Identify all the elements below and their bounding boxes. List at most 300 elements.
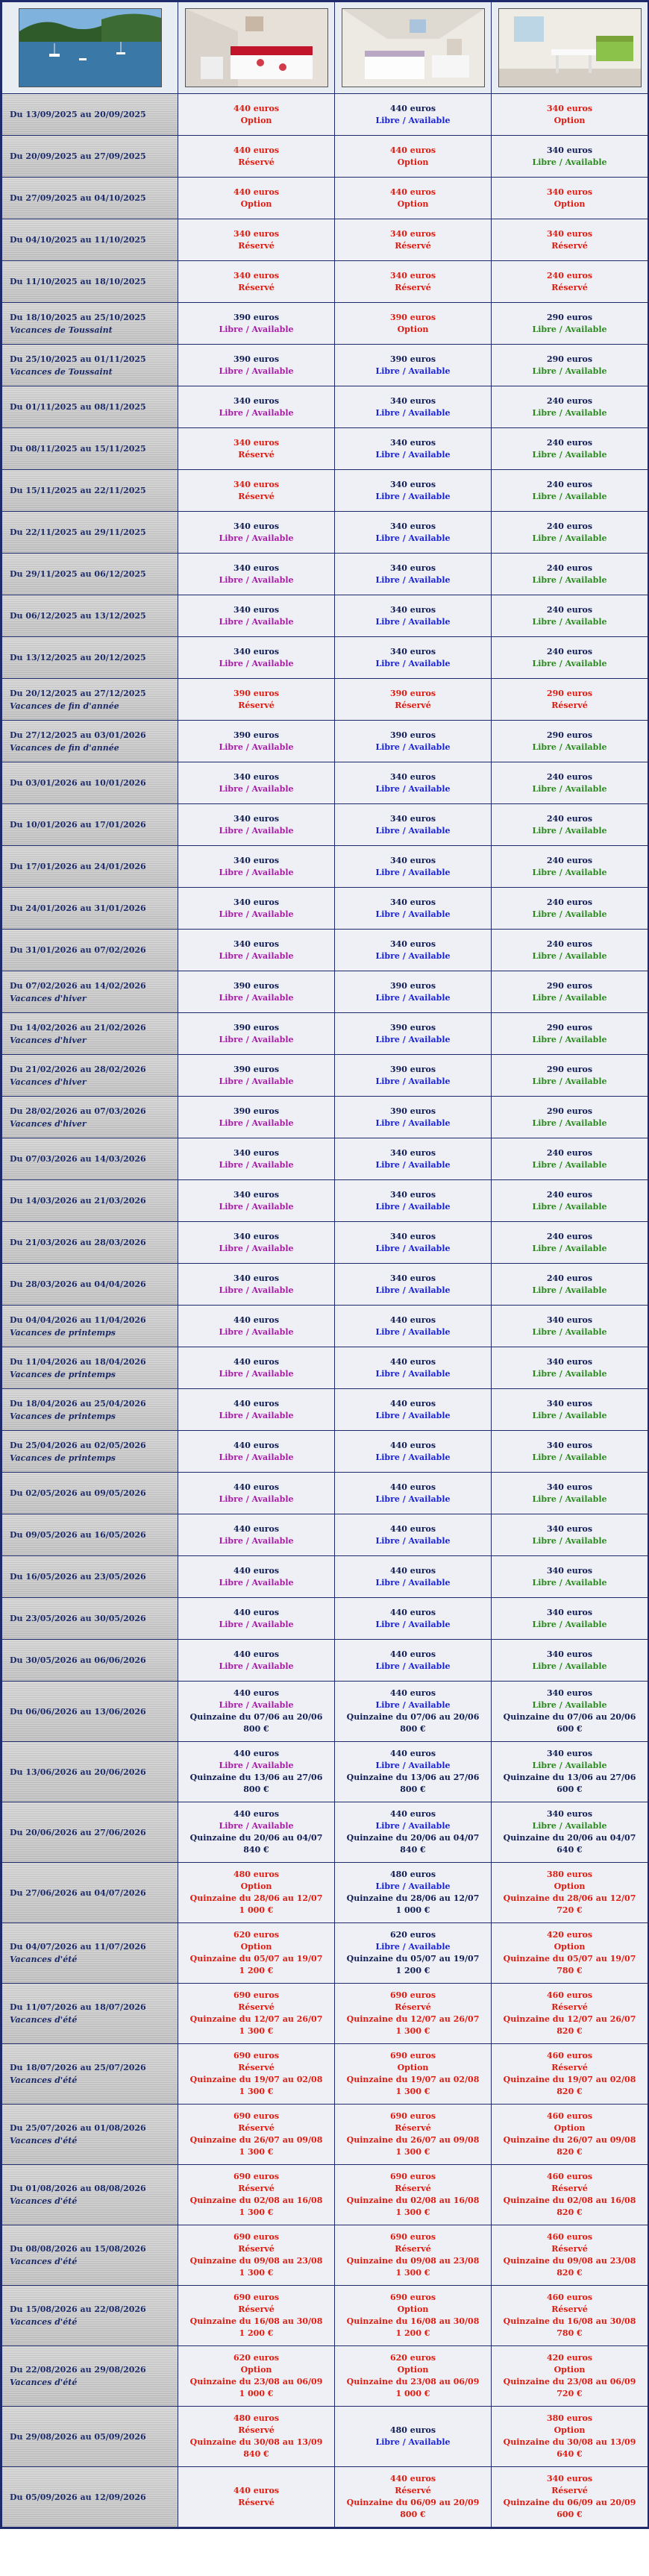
room-2-availability[interactable] xyxy=(335,2105,492,2165)
dining-room-photo[interactable] xyxy=(498,8,642,87)
room-1-availability[interactable] xyxy=(178,178,335,219)
week-row xyxy=(2,1984,648,2044)
availability-status: Libre / Available xyxy=(219,1368,294,1379)
availability-status: Libre / Available xyxy=(532,1326,607,1337)
availability-status: Réservé xyxy=(551,282,588,292)
week-price: 690 euros xyxy=(233,2232,280,2242)
room-3-availability[interactable] xyxy=(492,345,648,386)
room-1-availability[interactable] xyxy=(178,1923,335,1984)
room-3-availability[interactable] xyxy=(492,2407,648,2467)
room-2-availability[interactable] xyxy=(335,2346,492,2407)
room-1-availability[interactable] xyxy=(178,345,335,386)
week-row xyxy=(2,888,648,930)
fortnight-label: Quinzaine du 28/06 au 12/07 xyxy=(503,1893,636,1903)
room-3-availability[interactable] xyxy=(492,1863,648,1923)
room-2-availability[interactable] xyxy=(335,1640,492,1682)
week-price: 480 euros xyxy=(233,2413,280,2423)
room-3-availability[interactable] xyxy=(492,2467,648,2528)
room-2-availability[interactable] xyxy=(335,136,492,178)
week-date-cell xyxy=(2,1742,178,1802)
room-3-availability[interactable] xyxy=(492,762,648,804)
fortnight-price: 780 € xyxy=(556,1966,583,1975)
room-3-availability[interactable] xyxy=(492,721,648,762)
room-2-availability[interactable] xyxy=(335,971,492,1013)
availability-status: Libre / Available xyxy=(375,1201,451,1212)
week-date-cell xyxy=(2,1013,178,1055)
week-price: 440 euros xyxy=(233,1809,280,1819)
week-date-cell xyxy=(2,219,178,261)
room-3-availability[interactable] xyxy=(492,2346,648,2407)
week-price: 390 euros xyxy=(233,980,280,991)
room-1-availability[interactable] xyxy=(178,2225,335,2286)
room-1-availability[interactable] xyxy=(178,2165,335,2225)
fortnight-label: Quinzaine du 12/07 au 26/07 xyxy=(503,2014,636,2024)
availability-status: Libre / Available xyxy=(532,867,607,877)
room-3-availability[interactable] xyxy=(492,1802,648,1863)
week-range: Du 08/11/2025 au 15/11/2025 xyxy=(10,444,146,454)
room-1-availability[interactable] xyxy=(178,1306,335,1347)
fortnight-price: 800 € xyxy=(400,1784,426,1794)
holiday-period: Vacances de printemps xyxy=(10,1452,116,1463)
room-2-availability[interactable] xyxy=(335,846,492,888)
fortnight-price: 1 300 € xyxy=(395,2207,430,2217)
room-2-availability[interactable] xyxy=(335,178,492,219)
fortnight-price: 720 € xyxy=(556,2389,583,2398)
room-2-availability[interactable] xyxy=(335,1347,492,1389)
room-3-availability[interactable] xyxy=(492,219,648,261)
room-2-availability[interactable] xyxy=(335,595,492,637)
week-price: 340 euros xyxy=(233,1189,280,1200)
room-3-availability[interactable] xyxy=(492,136,648,178)
room-3-availability[interactable] xyxy=(492,2044,648,2105)
availability-status: Libre / Available xyxy=(375,1034,451,1044)
room-3-availability[interactable] xyxy=(492,1138,648,1180)
week-price: 240 euros xyxy=(546,521,593,531)
fortnight-label: Quinzaine du 07/06 au 20/06 xyxy=(503,1712,636,1722)
room-2-availability[interactable] xyxy=(335,1682,492,1742)
availability-status: Réservé xyxy=(395,2486,431,2495)
availability-status: Réservé xyxy=(238,449,275,460)
week-price: 340 euros xyxy=(389,938,436,949)
room-1-availability[interactable] xyxy=(178,930,335,971)
week-price: 340 euros xyxy=(389,437,436,448)
room-2-availability[interactable] xyxy=(335,1802,492,1863)
room-3-availability[interactable] xyxy=(492,470,648,512)
room-1-availability[interactable] xyxy=(178,261,335,303)
week-date-cell xyxy=(2,2105,178,2165)
availability-status: Réservé xyxy=(238,2063,275,2072)
week-price: 340 euros xyxy=(389,646,436,656)
week-price: 440 euros xyxy=(233,1565,280,1576)
week-price: 440 euros xyxy=(389,1356,436,1367)
room-1-availability[interactable] xyxy=(178,1802,335,1863)
room-2-availability[interactable] xyxy=(335,804,492,846)
room-3-availability[interactable] xyxy=(492,1097,648,1138)
room-2-availability[interactable] xyxy=(335,2225,492,2286)
room-2-availability[interactable] xyxy=(335,1742,492,1802)
week-range: Du 17/01/2026 au 24/01/2026 xyxy=(10,862,146,871)
week-range: Du 27/12/2025 au 03/01/2026 xyxy=(10,730,146,740)
room-2-availability[interactable] xyxy=(335,261,492,303)
availability-status: Libre / Available xyxy=(532,491,607,501)
fortnight-price: 1 300 € xyxy=(239,2026,274,2036)
room-1-availability[interactable] xyxy=(178,846,335,888)
week-date-cell xyxy=(2,595,178,637)
availability-status: Libre / Available xyxy=(532,1410,607,1420)
week-price: 340 euros xyxy=(389,855,436,865)
week-range: Du 16/05/2026 au 23/05/2026 xyxy=(10,1572,146,1582)
room-3-availability[interactable] xyxy=(492,846,648,888)
room-1-availability[interactable] xyxy=(178,2044,335,2105)
week-price: 440 euros xyxy=(233,1314,280,1325)
availability-status: Libre / Available xyxy=(375,867,451,877)
room-2-availability[interactable] xyxy=(335,428,492,470)
room-2-availability[interactable] xyxy=(335,888,492,930)
room-1-availability[interactable] xyxy=(178,1514,335,1556)
room-1-availability[interactable] xyxy=(178,1742,335,1802)
room-2-availability[interactable] xyxy=(335,1055,492,1097)
availability-status: Libre / Available xyxy=(375,1326,451,1337)
room-1-availability[interactable] xyxy=(178,595,335,637)
week-price: 340 euros xyxy=(546,1565,593,1576)
room-3-availability[interactable] xyxy=(492,1598,648,1640)
room-2-availability[interactable] xyxy=(335,2286,492,2346)
room-2-availability[interactable] xyxy=(335,1180,492,1222)
week-price: 460 euros xyxy=(546,2172,593,2181)
week-price: 440 euros xyxy=(389,1482,436,1492)
room-1-availability[interactable] xyxy=(178,554,335,595)
week-price: 390 euros xyxy=(233,688,280,698)
room-1-availability[interactable] xyxy=(178,679,335,721)
week-price: 240 euros xyxy=(546,938,593,949)
room-1-availability[interactable] xyxy=(178,428,335,470)
room-2-availability[interactable] xyxy=(335,637,492,679)
room-3-availability[interactable] xyxy=(492,178,648,219)
room-3-availability[interactable] xyxy=(492,2286,648,2346)
week-price: 480 euros xyxy=(233,1870,280,1879)
room-3-availability[interactable] xyxy=(492,1682,648,1742)
room-3-availability[interactable] xyxy=(492,1742,648,1802)
availability-status: Libre / Available xyxy=(375,366,451,376)
fortnight-label: Quinzaine du 09/08 au 23/08 xyxy=(189,2256,323,2266)
room-1-availability[interactable] xyxy=(178,1984,335,2044)
week-price: 440 euros xyxy=(233,145,280,155)
week-price: 440 euros xyxy=(389,1398,436,1408)
room-2-availability[interactable] xyxy=(335,2467,492,2528)
availability-status: Libre / Available xyxy=(375,1118,451,1128)
room-3-availability[interactable] xyxy=(492,1431,648,1473)
room-3-availability[interactable] xyxy=(492,1514,648,1556)
week-row xyxy=(2,1431,648,1473)
fortnight-label: Quinzaine du 07/06 au 20/06 xyxy=(346,1712,480,1722)
room-2-availability[interactable] xyxy=(335,303,492,345)
room-3-availability[interactable] xyxy=(492,1556,648,1598)
week-range: Du 18/07/2026 au 25/07/2026 xyxy=(10,2063,146,2072)
room-2-availability[interactable] xyxy=(335,470,492,512)
room-1-availability[interactable] xyxy=(178,1863,335,1923)
room-3-availability[interactable] xyxy=(492,1640,648,1682)
week-price: 340 euros xyxy=(233,938,280,949)
fortnight-price: 720 € xyxy=(556,1905,583,1915)
room-2-availability[interactable] xyxy=(335,1514,492,1556)
room-1-availability[interactable] xyxy=(178,2346,335,2407)
room-3-availability[interactable] xyxy=(492,1473,648,1514)
room-2-availability[interactable] xyxy=(335,1389,492,1431)
week-price: 480 euros xyxy=(389,1870,436,1879)
room-2-availability[interactable] xyxy=(335,762,492,804)
room-3-availability[interactable] xyxy=(492,1923,648,1984)
availability-status: Réservé xyxy=(238,700,275,710)
room-3-availability[interactable] xyxy=(492,679,648,721)
room-1-availability[interactable] xyxy=(178,2467,335,2528)
week-price: 690 euros xyxy=(389,2111,436,2121)
week-range: Du 13/06/2026 au 20/06/2026 xyxy=(10,1767,146,1777)
week-price: 380 euros xyxy=(546,1870,593,1879)
week-price: 340 euros xyxy=(546,1607,593,1617)
room-1-availability[interactable] xyxy=(178,470,335,512)
room-2-availability[interactable] xyxy=(335,1431,492,1473)
week-price: 690 euros xyxy=(233,2293,280,2302)
room-1-availability[interactable] xyxy=(178,1640,335,1682)
room-2-availability[interactable] xyxy=(335,554,492,595)
availability-status: Libre / Available xyxy=(219,533,294,543)
week-range: Du 07/02/2026 au 14/02/2026 xyxy=(10,980,146,991)
room-1-availability[interactable] xyxy=(178,94,335,136)
room-1-availability[interactable] xyxy=(178,1013,335,1055)
header-cell-room3 xyxy=(492,2,648,94)
room-1-availability[interactable] xyxy=(178,1180,335,1222)
room-2-availability[interactable] xyxy=(335,1863,492,1923)
fortnight-label: Quinzaine du 26/07 au 09/08 xyxy=(189,2135,323,2145)
week-row xyxy=(2,1013,648,1055)
room-1-availability[interactable] xyxy=(178,1222,335,1264)
room-1-availability[interactable] xyxy=(178,1556,335,1598)
room-3-availability[interactable] xyxy=(492,930,648,971)
room-1-availability[interactable] xyxy=(178,1264,335,1306)
availability-status: Réservé xyxy=(551,2304,588,2314)
room-3-availability[interactable] xyxy=(492,595,648,637)
bedroom-attic-photo[interactable] xyxy=(342,8,485,87)
room-3-availability[interactable] xyxy=(492,1389,648,1431)
room-2-availability[interactable] xyxy=(335,930,492,971)
room-3-availability[interactable] xyxy=(492,1013,648,1055)
room-1-availability[interactable] xyxy=(178,637,335,679)
fortnight-price: 820 € xyxy=(556,2207,583,2217)
room-3-availability[interactable] xyxy=(492,2225,648,2286)
room-2-availability[interactable] xyxy=(335,512,492,554)
holiday-period: Vacances de fin d'année xyxy=(10,701,119,711)
week-price: 340 euros xyxy=(389,395,436,406)
room-2-availability[interactable] xyxy=(335,1097,492,1138)
room-3-availability[interactable] xyxy=(492,1222,648,1264)
room-2-availability[interactable] xyxy=(335,721,492,762)
week-price: 390 euros xyxy=(389,730,436,740)
room-2-availability[interactable] xyxy=(335,1984,492,2044)
room-1-availability[interactable] xyxy=(178,136,335,178)
room-1-availability[interactable] xyxy=(178,1389,335,1431)
room-1-availability[interactable] xyxy=(178,303,335,345)
room-1-availability[interactable] xyxy=(178,1598,335,1640)
availability-status: Libre / Available xyxy=(532,324,607,334)
room-1-availability[interactable] xyxy=(178,1138,335,1180)
room-3-availability[interactable] xyxy=(492,1984,648,2044)
room-3-availability[interactable] xyxy=(492,303,648,345)
room-2-availability[interactable] xyxy=(335,94,492,136)
fortnight-label: Quinzaine du 05/07 au 19/07 xyxy=(346,1954,480,1964)
room-2-availability[interactable] xyxy=(335,1556,492,1598)
room-3-availability[interactable] xyxy=(492,637,648,679)
week-price: 290 euros xyxy=(546,1106,593,1116)
week-price: 440 euros xyxy=(233,187,280,197)
availability-status: Réservé xyxy=(238,2002,275,2012)
week-date-cell xyxy=(2,762,178,804)
room-2-availability[interactable] xyxy=(335,2407,492,2467)
room-2-availability[interactable] xyxy=(335,386,492,428)
availability-status: Libre / Available xyxy=(219,1201,294,1212)
room-1-availability[interactable] xyxy=(178,804,335,846)
week-range: Du 08/08/2026 au 15/08/2026 xyxy=(10,2244,146,2254)
room-1-availability[interactable] xyxy=(178,2407,335,2467)
availability-status: Réservé xyxy=(551,2063,588,2072)
week-price: 340 euros xyxy=(233,646,280,656)
week-row xyxy=(2,721,648,762)
availability-status: Option xyxy=(397,157,429,167)
room-3-availability[interactable] xyxy=(492,428,648,470)
availability-status: Libre / Available xyxy=(219,992,294,1003)
harbour-photo[interactable] xyxy=(19,8,162,87)
room-1-availability[interactable] xyxy=(178,1097,335,1138)
room-2-availability[interactable] xyxy=(335,1473,492,1514)
header-cell-harbour xyxy=(2,2,178,94)
room-1-availability[interactable] xyxy=(178,721,335,762)
week-price: 690 euros xyxy=(389,2051,436,2061)
fortnight-price: 820 € xyxy=(556,2268,583,2278)
availability-status: Libre / Available xyxy=(532,783,607,794)
availability-status: Libre / Available xyxy=(219,658,294,668)
week-date-cell xyxy=(2,2044,178,2105)
room-2-availability[interactable] xyxy=(335,679,492,721)
room-2-availability[interactable] xyxy=(335,1264,492,1306)
availability-status: Libre / Available xyxy=(532,950,607,961)
week-price: 240 euros xyxy=(546,437,593,448)
week-price: 340 euros xyxy=(233,521,280,531)
week-row xyxy=(2,2467,648,2528)
week-row xyxy=(2,1863,648,1923)
week-date-cell xyxy=(2,2225,178,2286)
room-3-availability[interactable] xyxy=(492,386,648,428)
room-2-availability[interactable] xyxy=(335,1306,492,1347)
availability-status: Option xyxy=(554,198,586,209)
week-row xyxy=(2,762,648,804)
room-1-availability[interactable] xyxy=(178,762,335,804)
room-2-availability[interactable] xyxy=(335,345,492,386)
week-row xyxy=(2,1556,648,1598)
holiday-period: Vacances d'été xyxy=(10,1955,78,1964)
availability-status: Libre / Available xyxy=(375,1881,451,1891)
week-range: Du 31/01/2026 au 07/02/2026 xyxy=(10,945,146,955)
room-2-availability[interactable] xyxy=(335,2044,492,2105)
availability-status: Libre / Available xyxy=(375,992,451,1003)
week-range: Du 05/09/2026 au 12/09/2026 xyxy=(10,2492,146,2502)
week-range: Du 01/11/2025 au 08/11/2025 xyxy=(10,402,146,412)
week-date-cell xyxy=(2,2346,178,2407)
room-3-availability[interactable] xyxy=(492,94,648,136)
room-1-availability[interactable] xyxy=(178,219,335,261)
room-1-availability[interactable] xyxy=(178,1347,335,1389)
week-price: 440 euros xyxy=(233,1607,280,1617)
fortnight-price: 1 200 € xyxy=(239,2328,274,2338)
week-range: Du 27/09/2025 au 04/10/2025 xyxy=(10,193,146,203)
room-2-availability[interactable] xyxy=(335,1013,492,1055)
room-3-availability[interactable] xyxy=(492,1347,648,1389)
week-price: 440 euros xyxy=(233,1649,280,1659)
room-1-availability[interactable] xyxy=(178,1431,335,1473)
availability-status: Libre / Available xyxy=(375,1452,451,1462)
week-price: 460 euros xyxy=(546,1990,593,2000)
week-row xyxy=(2,219,648,261)
room-1-availability[interactable] xyxy=(178,971,335,1013)
week-price: 440 euros xyxy=(389,1523,436,1534)
room-2-availability[interactable] xyxy=(335,1598,492,1640)
room-3-availability[interactable] xyxy=(492,2105,648,2165)
room-2-availability[interactable] xyxy=(335,1222,492,1264)
week-price: 690 euros xyxy=(233,2172,280,2181)
week-date-cell xyxy=(2,303,178,345)
header-cell-room1 xyxy=(178,2,335,94)
week-range: Du 14/02/2026 au 21/02/2026 xyxy=(10,1022,146,1032)
room-3-availability[interactable] xyxy=(492,1055,648,1097)
room-2-availability[interactable] xyxy=(335,1923,492,1984)
week-range: Du 14/03/2026 au 21/03/2026 xyxy=(10,1196,146,1206)
room-1-availability[interactable] xyxy=(178,1055,335,1097)
room-1-availability[interactable] xyxy=(178,512,335,554)
room-1-availability[interactable] xyxy=(178,888,335,930)
availability-status: Réservé xyxy=(395,240,431,251)
availability-status: Réservé xyxy=(395,700,431,710)
room-1-availability[interactable] xyxy=(178,386,335,428)
availability-status: Libre / Available xyxy=(532,992,607,1003)
room-2-availability[interactable] xyxy=(335,2165,492,2225)
room-1-availability[interactable] xyxy=(178,1473,335,1514)
room-3-availability[interactable] xyxy=(492,261,648,303)
room-1-availability[interactable] xyxy=(178,2286,335,2346)
room-3-availability[interactable] xyxy=(492,512,648,554)
availability-status: Libre / Available xyxy=(532,533,607,543)
room-1-availability[interactable] xyxy=(178,1682,335,1742)
room-3-availability[interactable] xyxy=(492,1306,648,1347)
room-2-availability[interactable] xyxy=(335,219,492,261)
room-3-availability[interactable] xyxy=(492,2165,648,2225)
week-price: 390 euros xyxy=(389,1064,436,1074)
week-date-cell xyxy=(2,804,178,846)
week-price: 620 euros xyxy=(389,2353,436,2363)
room-3-availability[interactable] xyxy=(492,804,648,846)
room-3-availability[interactable] xyxy=(492,1264,648,1306)
room-1-availability[interactable] xyxy=(178,2105,335,2165)
room-2-availability[interactable] xyxy=(335,1138,492,1180)
week-date-cell xyxy=(2,1180,178,1222)
bedroom-red-photo[interactable] xyxy=(185,8,328,87)
room-3-availability[interactable] xyxy=(492,554,648,595)
room-3-availability[interactable] xyxy=(492,971,648,1013)
room-3-availability[interactable] xyxy=(492,888,648,930)
availability-status: Libre / Available xyxy=(532,1285,607,1295)
fortnight-price: 840 € xyxy=(243,2449,269,2459)
room-3-availability[interactable] xyxy=(492,1180,648,1222)
week-price: 340 euros xyxy=(389,521,436,531)
week-date-cell xyxy=(2,679,178,721)
week-row xyxy=(2,1802,648,1863)
